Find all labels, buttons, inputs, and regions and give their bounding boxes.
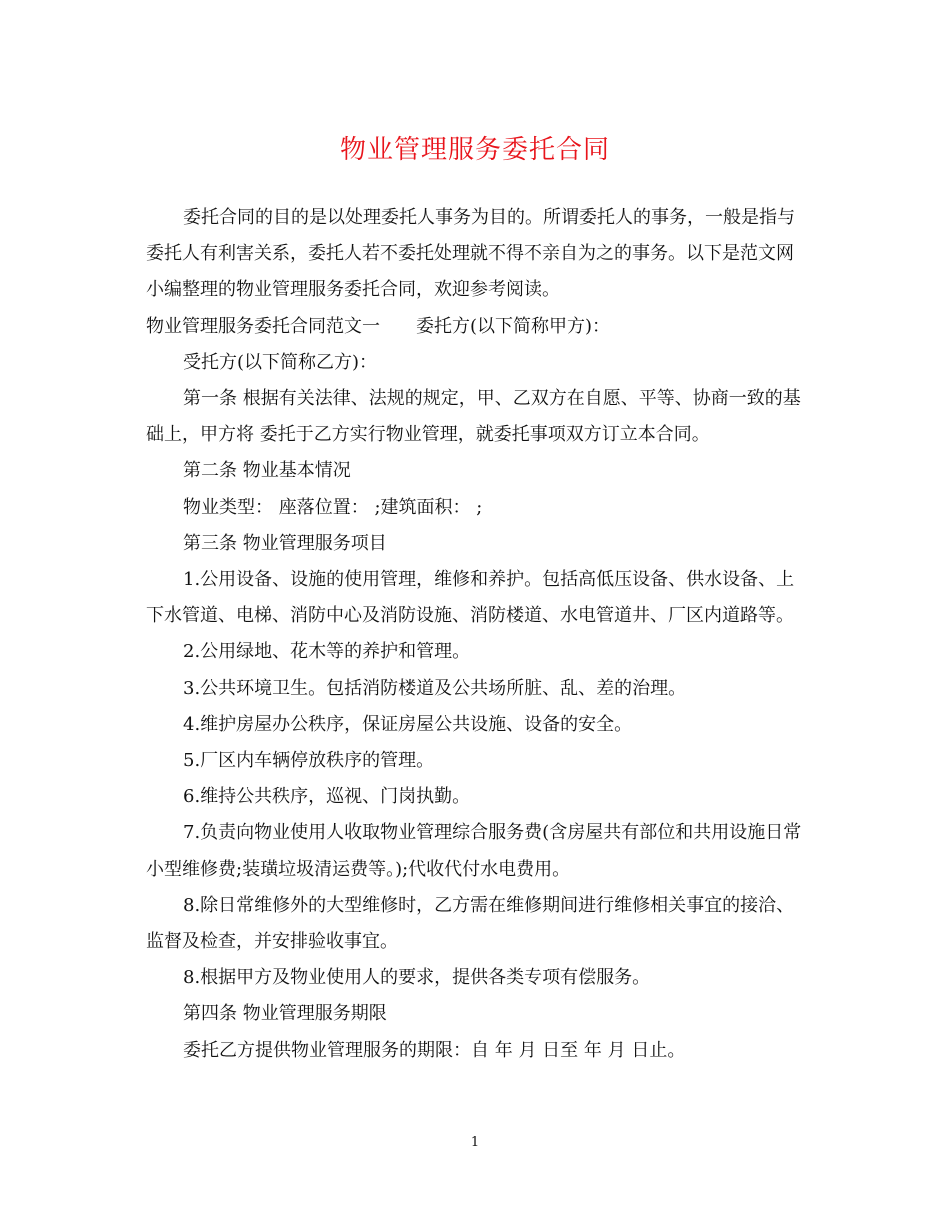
paragraph-service-term: 委托乙方提供物业管理服务的期限：自 年 月 日至 年 月 日止。 <box>183 1039 686 1061</box>
paragraph-party-b: 受托方(以下简称乙方)： <box>183 351 378 373</box>
paragraph-article-2-heading: 第二条 物业基本情况 <box>183 460 351 482</box>
paragraph-contract-heading: 物业管理服务委托合同范文一 委托方(以下简称甲方)： <box>146 315 611 337</box>
paragraph-article-1: 第一条 根据有关法律、法规的规定，甲、乙双方在自愿、平等、协商一致的基础上，甲方将 委托于乙方实行物业管理，就委托事项双方订立本合同。 <box>146 388 801 446</box>
paragraph-item-6: 6.维持公共秩序，巡视、门岗执勤。 <box>183 786 471 808</box>
paragraph-item-1: 1.公用设备、设施的使用管理，维修和养护。包括高低压设备、供水设备、上下水管道、电梯、消防中心及消防设施、消防楼道、水电管道井、厂区内道路等。 <box>146 569 795 627</box>
paragraph-property-info: 物业类型： 座落位置： ;建筑面积： ; <box>183 496 483 518</box>
paragraph-item-3: 3.公共环境卫生。包括消防楼道及公共场所脏、乱、差的治理。 <box>183 677 687 699</box>
paragraph-intro: 委托合同的目的是以处理委托人事务为目的。所谓委托人的事务，一般是指与委托人有利害关系，委托人若不委托处理就不得不亲自为之的事务。以下是范文网小编整理的物业管理服务委托合同，欢迎参考阅读。 <box>146 207 795 301</box>
paragraph-item-4: 4.维护房屋办公秩序，保证房屋公共设施、设备的安全。 <box>183 713 633 735</box>
paragraph-item-8a: 8.除日常维修外的大型维修时，乙方需在维修期间进行维修相关事宜的接洽、监督及检查，并安排验收事宜。 <box>146 894 795 953</box>
paragraph-item-2: 2.公用绿地、花木等的养护和管理。 <box>183 641 471 663</box>
document-body <box>146 200 810 1069</box>
paragraph-item-8b: 8.根据甲方及物业使用人的要求，提供各类专项有偿服务。 <box>183 967 651 989</box>
page-title: 物业管理服务委托合同 <box>339 135 610 165</box>
paragraph-item-7: 7.负责向物业使用人收取物业管理综合服务费(含房屋共有部位和共用设施日常小型维修费;装璜垃圾清运费等。);代收代付水电费用。 <box>146 822 802 880</box>
paragraph-article-3-heading: 第三条 物业管理服务项目 <box>183 532 387 554</box>
page-number: 1 <box>470 1135 480 1150</box>
paragraph-article-4-heading: 第四条 物业管理服务期限 <box>183 1003 387 1025</box>
paragraph-item-5: 5.厂区内车辆停放秩序的管理。 <box>183 750 435 772</box>
